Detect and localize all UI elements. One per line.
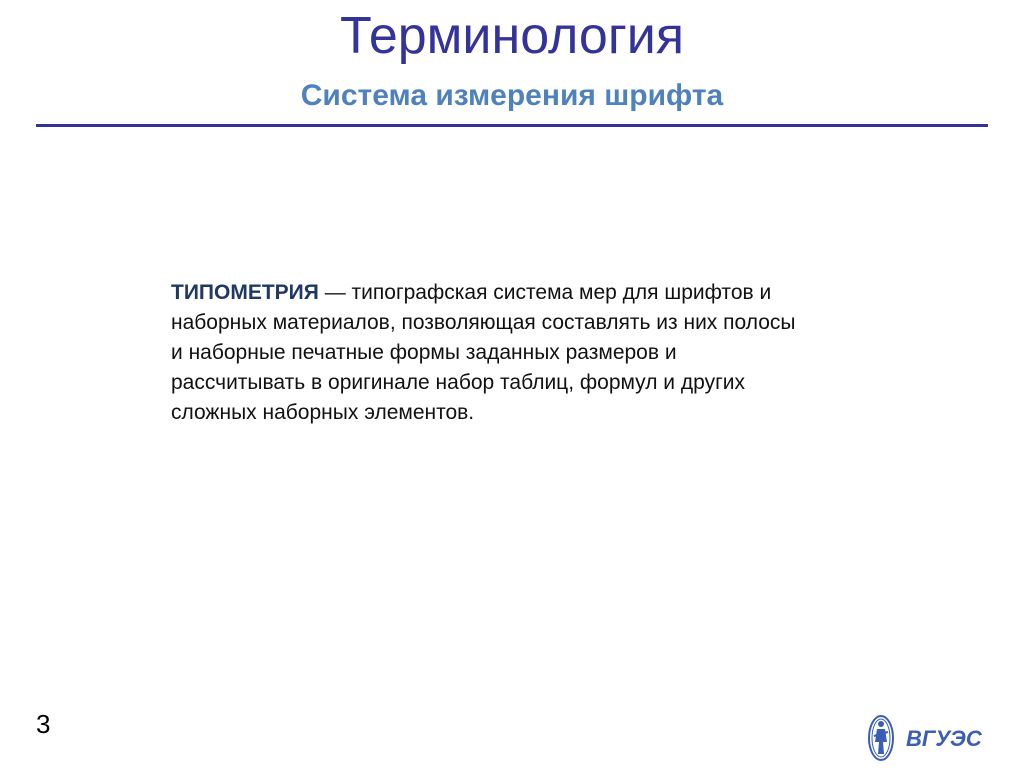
definition-paragraph (171, 278, 811, 428)
university-emblem-icon (864, 712, 988, 764)
logo-text: ВГУЭС (906, 726, 982, 751)
university-logo (864, 712, 988, 764)
slide-title: Терминология (340, 7, 684, 65)
slide-subtitle: Система измерения шрифта (300, 79, 724, 112)
definition-text: — типографская система мер для шрифтов и наборных материалов, позволяющая составлять из них полосы и наборные печатные формы заданных размеров и рассчитывать в оригинале набор таблиц, формул и других сложных наборных элементов. (171, 281, 796, 424)
definition-term: ТИПОМЕТРИЯ (171, 281, 319, 304)
page-number: 3 (36, 709, 51, 739)
title-divider (36, 124, 988, 127)
